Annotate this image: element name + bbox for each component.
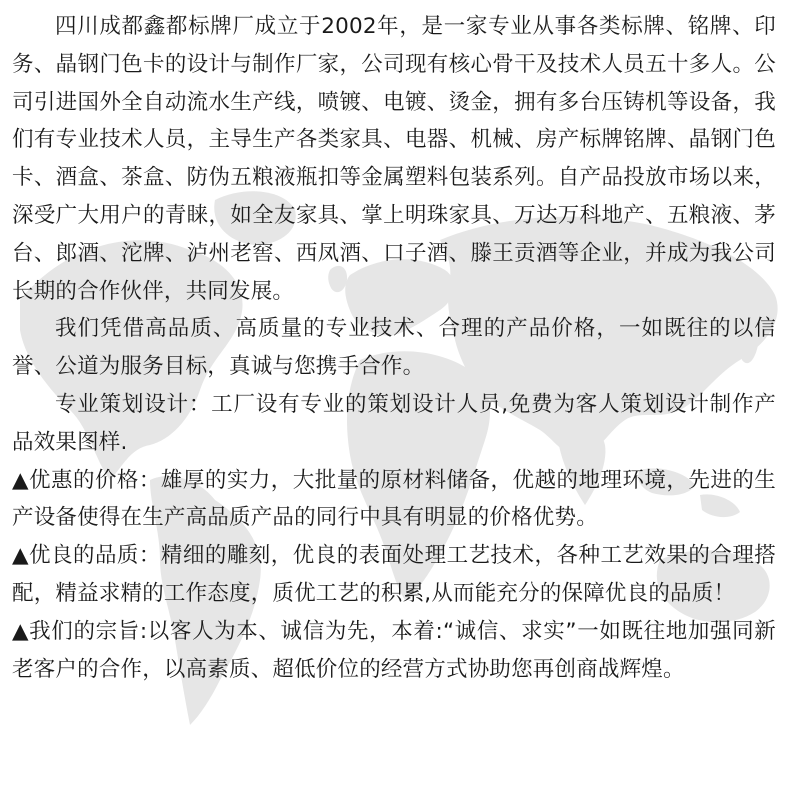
paragraph-planning: 专业策划设计：工厂设有专业的策划设计人员,免费为客人策划设计制作产品效果图样. — [12, 391, 776, 455]
paragraph-good-quality: ▲优良的品质：精细的雕刻，优良的表面处理工艺技术，各种工艺效果的合理搭配，精益求精的工作态度，质优工艺的积累,从而能充分的保障优良的品质！ — [12, 543, 776, 606]
paragraph-tenet: ▲我们的宗旨:以客人为本、诚信为先，本着:“诚信、求实”一如既往地加强同新老客户的合作，以高素质、超低价位的经营方式协助您再创商战辉煌。 — [12, 618, 776, 682]
paragraph-quality: 我们凭借高品质、高质量的专业技术、合理的产品价格，一如既往的以信誉、公道为服务目标，真诚与您携手合作。 — [12, 316, 776, 380]
paragraph-price: ▲优惠的价格：雄厚的实力，大批量的原材料储备，优越的地理环境，先进的生产设备使得在生产高品质产品的同行中具有明显的价格优势。 — [12, 467, 776, 531]
paragraph-intro: 四川成都鑫都标牌厂成立于2002年，是一家专业从事各类标牌、铭牌、印务、晶钢门色卡的设计与制作厂家，公司现有核心骨干及技术人员五十多人。公司引进国外全自动流水生产线，喷镀、电镀、烫金，拥有多台压铸机等设备，我们有专业技术人员，主导生产各类家具、电器、机械、房产标牌铭牌、晶钢门色卡、酒盒、茶盒、防伪五粮液瓶扣等金属塑料包装系列。自产品投放市场以来，深受广大用户的青睐，如全友家具、掌上明珠家具、万达万科地产、五粮液、茅台、郎酒、沱牌、泸州老窖、西凤酒、口子酒、滕王贡酒等企业，并成为我公司长期的合作伙伴，共同发展。 — [12, 14, 776, 304]
